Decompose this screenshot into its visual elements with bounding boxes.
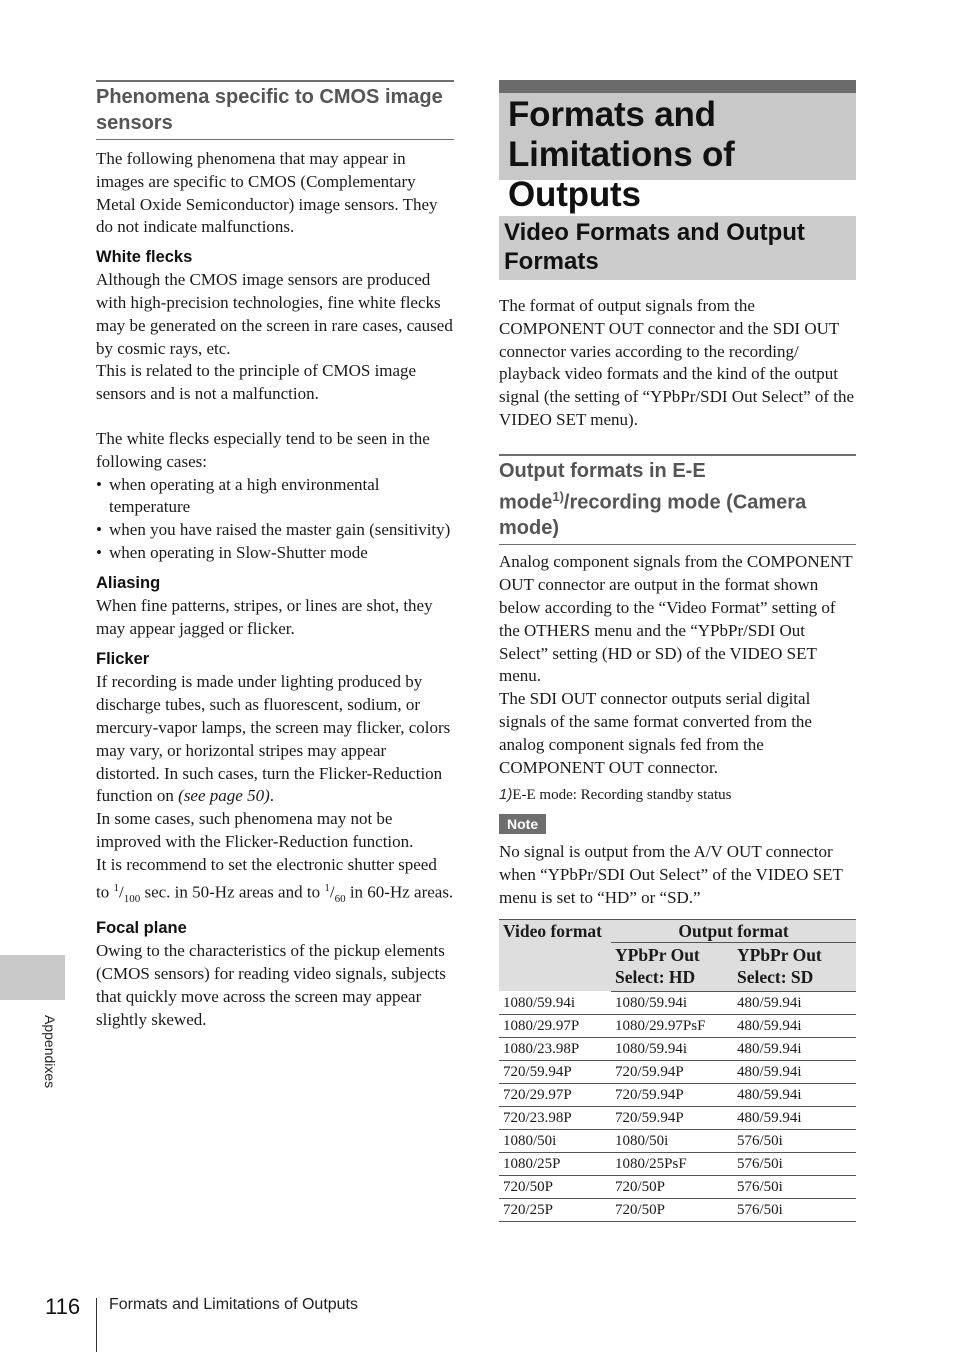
table-cell: 480/59.94i [733, 1037, 856, 1060]
table-cell: 720/23.98P [499, 1106, 611, 1129]
list-item: • when operating at a high environmental temperature [96, 474, 454, 520]
flicker-p1 [96, 671, 454, 808]
column-header-output-format: Output format [611, 919, 856, 942]
list-item: • when you have raised the master gain (sensitivity) [96, 519, 454, 542]
table-cell: 720/50P [611, 1198, 733, 1221]
table-body [499, 991, 856, 1221]
subsection-heading [499, 454, 856, 546]
table-cell: 720/59.94P [499, 1060, 611, 1083]
flicker-p3: It is recommend to set the electronic shutter speed to $^1/_{100}$ sec. in 50-Hz areas and to $^1/_{60}$ in 60-Hz areas. [96, 854, 454, 905]
right-column [499, 80, 856, 1222]
subsection-title-a: Output formats in E-E mode [499, 459, 706, 514]
fraction-denominator: 100 [123, 892, 141, 905]
chapter-title: Formats and Limitations of Outputs [508, 95, 735, 214]
table-cell: 1080/23.98P [499, 1037, 611, 1060]
flicker-p1-text: If recording is made under lighting produced by discharge tubes, such as fluorescent, sodium, or mercury-vapor lamps, the screen may flicker, colors may vary, or horizontal stripes may appear distorted. In such cases, turn the Flicker-Reduction function on [96, 672, 451, 806]
aliasing-text: When fine patterns, stripes, or lines are shot, they may appear jagged or flicker. [96, 595, 433, 638]
column-header-sd: YPbPr Out Select: SD [733, 942, 856, 991]
flicker-p2: In some cases, such phenomena may not be improved with the Flicker-Reduction function. [96, 809, 414, 851]
side-tab-marker [0, 955, 65, 1000]
heading-aliasing: Aliasing [96, 573, 161, 592]
table-cell: 1080/59.94i [611, 991, 733, 1014]
table-cell: 1080/59.94i [499, 991, 611, 1014]
table-cell: 720/50P [611, 1175, 733, 1198]
white-flecks-p2: This is related to the principle of CMOS image sensors and is not a malfunction. [96, 361, 417, 404]
table-cell: 720/29.97P [499, 1083, 611, 1106]
running-title: Formats and Limitations of Outputs [109, 1296, 358, 1313]
table-row [499, 1037, 856, 1060]
intro-paragraph: The following phenomena that may appear in images are specific to CMOS (Complementary Metal Oxide Semiconductor) image sensors. They do not indicate malfunctions. [96, 149, 438, 237]
section-intro: The format of output signals from the COMPONENT OUT connector and the SDI OUT connector varies according to the recording/ playback video formats and the kind of the output signal (the setting of “YPbPr/SDI Out Select” of the VIDEO SET menu). [499, 296, 855, 429]
fraction-denominator: 60 [334, 892, 346, 905]
note-badge: Note [499, 814, 546, 834]
fraction-numerator: 1 [324, 881, 330, 894]
table-cell: 480/59.94i [733, 1014, 856, 1037]
output-paragraph-1: Analog component signals from the COMPONENT OUT connector are output in the format shown below according to the “Video Format” setting of the OTHERS menu and the “YPbPr/SDI Out Select” setting (HD or SD) of the VIDEO SET menu. [499, 552, 853, 686]
table-cell: 480/59.94i [733, 1083, 856, 1106]
white-flecks-p1: Although the CMOS image sensors are produced with high-precision technologies, fine white flecks may be generated on the screen in rare cases, caused by cosmic rays, etc. [96, 270, 453, 358]
white-flecks-list [96, 474, 454, 565]
heading-flicker: Flicker [96, 650, 150, 669]
footnote-text: E-E mode: Recording standby status [512, 787, 732, 804]
table-cell: 720/59.94P [611, 1060, 733, 1083]
section-title: Video Formats and Output Formats [504, 219, 805, 275]
chapter-title-box [499, 80, 856, 214]
output-format-table [499, 919, 856, 1222]
left-column [96, 80, 454, 1032]
footnote-mark: 1) [499, 786, 513, 804]
note-text: No signal is output from the A/V OUT connector when “YPbPr/SDI Out Select” of the VIDEO SET menu is set to “HD” or “SD.” [499, 842, 843, 907]
table-cell: 720/50P [499, 1175, 611, 1198]
side-tab-label: Appendixes [42, 1015, 58, 1089]
footer-divider [96, 1298, 97, 1352]
flicker-p3-b: sec. in 50-Hz areas and to [144, 882, 321, 902]
heading-focal-plane: Focal plane [96, 919, 187, 938]
table-row [499, 1060, 856, 1083]
table-row [499, 1175, 856, 1198]
table-cell: 480/59.94i [733, 991, 856, 1014]
table-cell: 480/59.94i [733, 1106, 856, 1129]
heading-white-flecks: White flecks [96, 248, 193, 267]
table-cell: 1080/25P [499, 1152, 611, 1175]
flicker-p3-a: It is recommend to set the electronic shutter speed to [96, 854, 437, 902]
table-cell: 576/50i [733, 1129, 856, 1152]
page-reference-link[interactable]: (see page 50) [178, 786, 270, 806]
footnote [499, 785, 856, 805]
table-cell: 1080/59.94i [611, 1037, 733, 1060]
table-cell: 576/50i [733, 1175, 856, 1198]
flicker-p3-c: in 60-Hz areas. [349, 882, 454, 902]
section-title-box [499, 216, 856, 280]
table-row [499, 1083, 856, 1106]
output-paragraph-2: The SDI OUT connector outputs serial digital signals of the same format converted from the analog component signals fed from the COMPONENT OUT connector. [499, 689, 812, 777]
table-row [499, 1152, 856, 1175]
table-cell: 720/59.94P [611, 1106, 733, 1129]
table-cell: 576/50i [733, 1198, 856, 1221]
table-row [499, 991, 856, 1014]
page-number: 116 [45, 1294, 81, 1319]
table-cell: 720/25P [499, 1198, 611, 1221]
footnote-reference: 1) [552, 488, 564, 504]
table-cell: 480/59.94i [733, 1060, 856, 1083]
section-heading-cmos: Phenomena specific to CMOS image sensors [96, 84, 454, 140]
column-header-video-format: Video format [499, 919, 611, 991]
table-row [499, 1129, 856, 1152]
list-item: • when operating in Slow-Shutter mode [96, 542, 454, 565]
flicker-p1-end: . [269, 786, 274, 806]
table-cell: 720/59.94P [611, 1083, 733, 1106]
focal-plane-text: Owing to the characteristics of the pickup elements (CMOS sensors) for reading video signals, subjects that quickly move across the screen may appear slightly skewed. [96, 941, 446, 1029]
fraction-numerator: 1 [113, 881, 119, 894]
table-row [499, 1106, 856, 1129]
table-cell: 1080/29.97PsF [611, 1014, 733, 1037]
table-row [499, 1014, 856, 1037]
white-flecks-p3: The white flecks especially tend to be seen in the following cases: [96, 428, 430, 471]
table-cell: 1080/50i [499, 1129, 611, 1152]
table-row [499, 1198, 856, 1221]
subsection-title-b: /recording mode (Camera mode) [499, 491, 807, 540]
table-cell: 1080/50i [611, 1129, 733, 1152]
table-cell: 576/50i [733, 1152, 856, 1175]
column-header-hd: YPbPr Out Select: HD [611, 942, 733, 991]
table-cell: 1080/25PsF [611, 1152, 733, 1175]
table-cell: 1080/29.97P [499, 1014, 611, 1037]
